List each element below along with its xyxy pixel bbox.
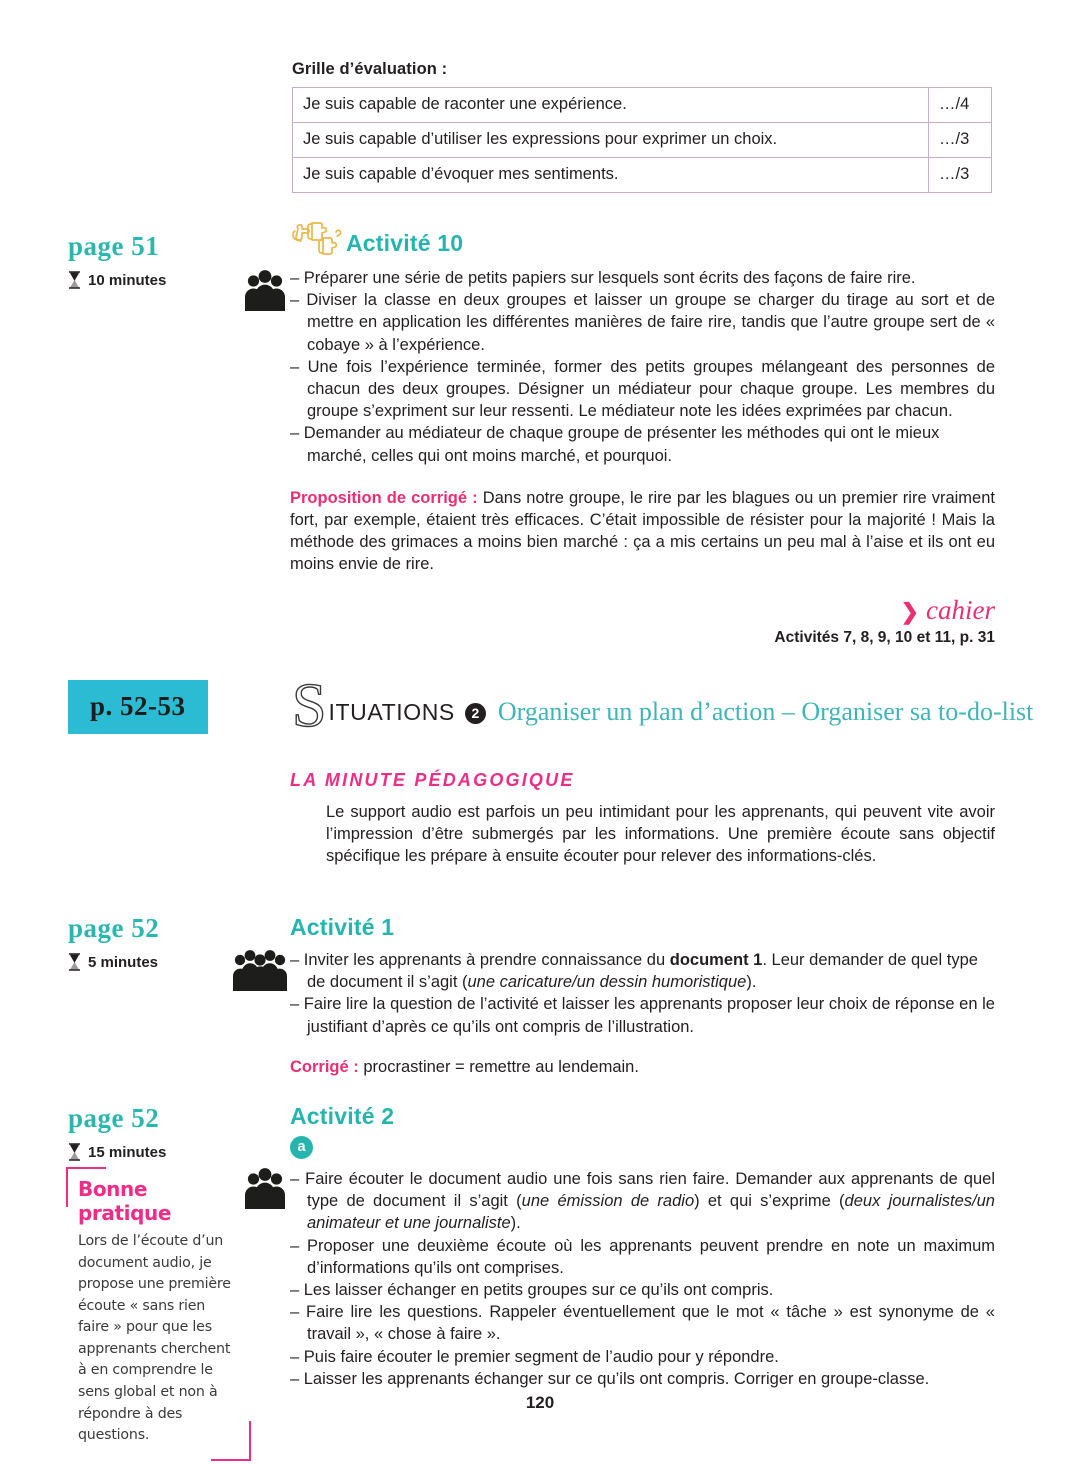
document-reference: document 1 — [669, 951, 763, 969]
text-run: ) et qui s’exprime ( — [694, 1192, 845, 1211]
evaluation-grid-title: Grille d’évaluation : — [292, 60, 448, 78]
list-item: – Demander au médiateur de chaque groupe de présenter les méthodes qui ont le mieux marché, celles qui ont moins marché, et pourquoi. — [290, 424, 940, 465]
activity10-corrige — [290, 487, 995, 576]
list-item: – Les laisser échanger en petits groupes sur ce qu’ils ont compris. — [290, 1280, 774, 1299]
page-number: 120 — [525, 1393, 555, 1412]
situations-number-badge: 2 — [465, 703, 486, 724]
table-row — [293, 88, 992, 123]
sub-letter-badge: a — [290, 1136, 313, 1159]
activity10-bullets — [290, 267, 995, 467]
cahier-link — [901, 597, 995, 624]
cahier-callout — [290, 597, 995, 647]
situations-title: Organiser un plan d’action – Organiser sa to-do-list — [497, 697, 1034, 726]
activity1-bullets — [290, 949, 995, 1038]
list-item — [290, 1168, 995, 1235]
activity10-title: Activité 10 — [346, 230, 464, 256]
situations-word: ITUATIONS — [328, 699, 455, 725]
activity2-bullets — [290, 1168, 995, 1390]
text-run: – Faire écouter le document audio une fois sans rien faire. Demander aux apprenants de quel type de document il s’agit ( — [290, 1170, 995, 1211]
activity2-title: Activité 2 — [290, 1103, 395, 1129]
list-item: – Une fois l’expérience terminée, former des petits groupes mélangeant des personnes de chacun des deux groupes. Désigner un médiateur pour chaque groupe. Les membres du groupe s’expriment sur leur ressenti. Le médiateur note les idées exprimées par chacun. — [290, 357, 995, 421]
evaluation-statement: Je suis capable d’évoquer mes sentiments. — [293, 158, 929, 193]
bonne-pratique-title: Bonne pratique — [78, 1177, 172, 1225]
text-run: – Inviter les apprenants à prendre connaissance du — [290, 951, 670, 969]
small-group-icon — [244, 1166, 286, 1215]
evaluation-score: …/4 — [929, 88, 992, 123]
minute-pedagogique-block — [290, 770, 995, 868]
cahier-arrow-icon: ❯ — [900, 599, 920, 625]
activity2-page-marker: page 52 — [68, 1103, 160, 1133]
list-item: – Préparer une série de petits papiers sur lesquels sont écrits des façons de faire rire. — [290, 269, 916, 287]
text-run: ). — [510, 1214, 521, 1233]
evaluation-score: …/3 — [929, 123, 992, 158]
corrige-label: Proposition de corrigé : — [290, 488, 478, 507]
bonne-pratique-box — [66, 1167, 251, 1461]
list-item: – Laisser les apprenants échanger sur ce qu’ils ont compris. Corriger en groupe-classe. — [290, 1369, 930, 1388]
hourglass-icon — [68, 953, 81, 971]
text-run: . Leur demander de quel type de document il s’agit ( — [307, 951, 978, 992]
bonne-pratique-text: Lors de l’écoute d’un document audio, je propose une première écoute « sans rien faire » pour que les apprenants cherchent à en comprendre le sens global et non à répondre à des questions. — [78, 1233, 231, 1444]
activity2-side-block — [0, 1105, 290, 1161]
cahier-activities: Activités 7, 8, 9, 10 et 11, p. 31 — [774, 629, 995, 647]
situations-header — [292, 672, 1034, 740]
minute-pedagogique-title: LA MINUTE PÉDAGOGIQUE — [290, 770, 575, 790]
hourglass-icon — [68, 1143, 81, 1161]
activity10-block — [290, 232, 995, 647]
activity1-page-marker: page 52 — [68, 913, 160, 943]
evaluation-grid-block — [292, 60, 992, 193]
situations-dropcap: S — [292, 672, 327, 740]
hourglass-icon — [68, 271, 81, 289]
answer-hint: une émission de radio — [521, 1192, 695, 1211]
table-row — [293, 158, 992, 193]
activity1-duration-label: 5 minutes — [88, 953, 159, 971]
list-item: – Proposer une deuxième écoute où les apprenants peuvent prendre en note un maximum d’informations qu’ils ont comprises. — [290, 1236, 995, 1277]
list-item: – Diviser la classe en deux groupes et laisser un groupe se charger du tirage au sort et de mettre en application les différentes manières de faire rire, tandis que l’autre groupe sert de « cobaye » à l’expérience. — [290, 291, 995, 354]
answer-hint: deux journalistes/un animateur et une journaliste — [307, 1192, 995, 1233]
evaluation-statement: Je suis capable de raconter une expérience. — [293, 88, 929, 123]
list-item: – Puis faire écouter le premier segment de l’audio pour y répondre. — [290, 1347, 779, 1366]
evaluation-statement: Je suis capable d’utiliser les expressions pour exprimer un choix. — [293, 123, 929, 158]
minute-pedagogique-body: Le support audio est parfois un peu intimidant pour les apprenants, qui peuvent vite avoir l’impression d’être submergés par les informations. Une première écoute sans objectif spécifique les prépare à ensuite écouter pour relever des informations-clés. — [326, 803, 995, 866]
activity10-duration-label: 10 minutes — [88, 271, 167, 289]
evaluation-grid-table — [292, 87, 992, 193]
evaluation-score: …/3 — [929, 158, 992, 193]
activity2-duration — [68, 1143, 290, 1161]
list-item — [290, 949, 995, 993]
corrige-text: Dans notre groupe, le rire par les blagues ou un premier rire vraiment fort, par exemple, étaient très efficaces. C’était impossible de résister pour la majorité ! Mais la méthode des grimaces a moins bien marché : ça a mis certains un peu mal à l’aise et ils ont eu moins envie de rire. — [290, 488, 995, 574]
cahier-label: cahier — [926, 595, 995, 626]
page-tag-52-53: p. 52-53 — [68, 680, 208, 734]
activity1-title: Activité 1 — [290, 914, 395, 940]
corrige-text: procrastiner = remettre au lendemain. — [358, 1057, 639, 1076]
activity1-block — [290, 916, 995, 1078]
activity1-corrige — [290, 1056, 995, 1078]
activity2-block — [290, 1105, 995, 1390]
text-run: ). — [746, 973, 757, 992]
activity10-page-marker: page 51 — [68, 231, 160, 261]
small-group-icon — [244, 268, 286, 317]
activity2-duration-label: 15 minutes — [88, 1143, 167, 1161]
answer-hint: une caricature/un dessin humoristique — [467, 973, 747, 992]
list-item: – Faire lire la question de l’activité et laisser les apprenants proposer leur choix de réponse en le justifiant d’après ce qu’ils ont compris de l’illustration. — [290, 995, 995, 1036]
table-row — [293, 123, 992, 158]
large-group-icon — [233, 946, 287, 997]
corrige-label: Corrigé : — [290, 1057, 359, 1076]
activity2-sub-a — [290, 1136, 995, 1159]
list-item: – Faire lire les questions. Rappeler éventuellement que le mot « tâche » est synonyme de « travail », « chose à faire ». — [290, 1303, 995, 1344]
